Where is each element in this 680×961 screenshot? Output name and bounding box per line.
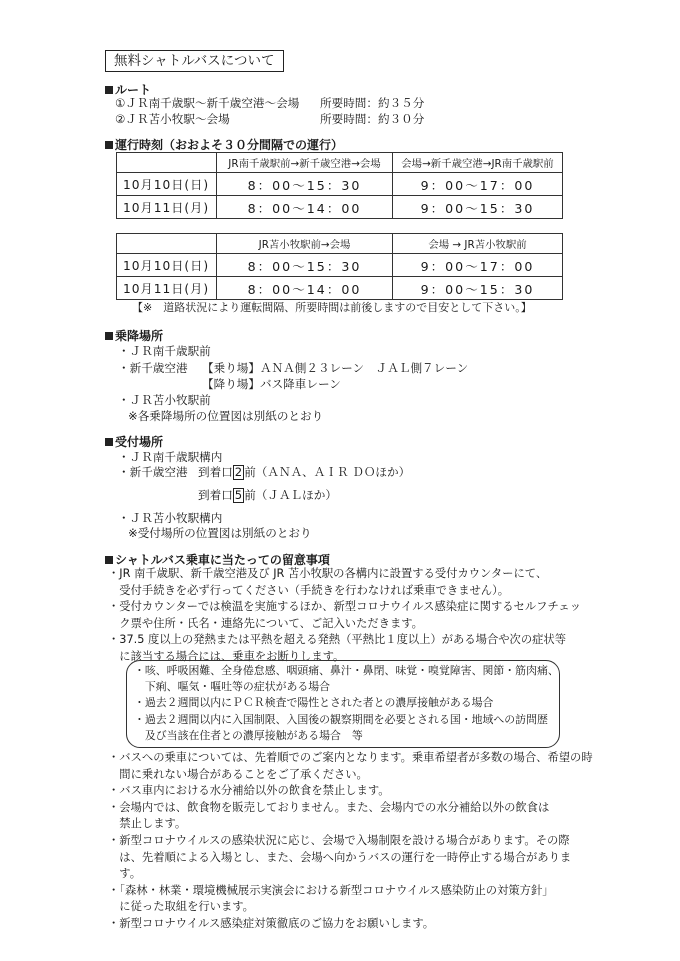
route-heading-text: ルート bbox=[115, 83, 152, 97]
reception-line: ・ＪＲ苫小牧駅構内 bbox=[118, 511, 223, 525]
boarding-line: ・ＪＲ南千歳駅前 bbox=[118, 344, 211, 358]
arrival-gate-number: 2 bbox=[234, 465, 243, 479]
note-line: 禁止します。 bbox=[108, 817, 187, 831]
arrival-prefix: 到着口 bbox=[198, 488, 233, 502]
square-bullet-icon bbox=[105, 86, 113, 94]
note-line: 受付手続きを必ず行ってください（手続きを行わなければ乗車できません）。 bbox=[108, 583, 510, 597]
route-item-2: ②ＪＲ苫小牧駅〜会場 bbox=[115, 112, 230, 126]
symptom-line: ・過去２週間以内にＰＣＲ検査で陽性とされた者との濃厚接触がある場合 bbox=[134, 696, 494, 710]
table-header-row bbox=[117, 153, 563, 173]
note-line: ・新型コロナウイルスの感染状況に応じ、会場で入場制限を設ける場合があります。その際 bbox=[108, 833, 570, 847]
time-cell: 8：00〜14：00 bbox=[217, 196, 393, 219]
boarding-heading bbox=[105, 327, 163, 344]
note-line: ・「森林・林業・環境機械展示実演会における新型コロナウイルス感染防止の対策方針」 bbox=[108, 883, 554, 897]
note-line: ク票や住所・氏名・連絡先について、ご記入いただきます。 bbox=[108, 616, 423, 630]
note-line: 間に乗れない場合があることをご了承ください。 bbox=[108, 767, 368, 781]
note-line: ・37.5 度以上の発熱または平熱を超える発熱（平熱比１度以上）がある場合や次の症状等 bbox=[108, 633, 567, 646]
reception-arrival-2 bbox=[198, 487, 337, 503]
arrival-note: （ＡＮＡ、ＡＩＲ ＤＯほか） bbox=[255, 465, 411, 479]
table-row bbox=[117, 254, 563, 277]
arrival-gate-number: 5 bbox=[234, 488, 243, 502]
time-cell: 9：00〜17：00 bbox=[393, 254, 563, 277]
date-cell: 10月10日(日) bbox=[117, 173, 217, 196]
boarding-note: ※各乗降場所の位置図は別紙のとおり bbox=[128, 409, 324, 423]
boarding-line: 【乗り場】ＡＮＡ側２３レーン ＪＡＬ側７レーン bbox=[202, 361, 469, 375]
arrival-suffix: 前 bbox=[244, 488, 256, 502]
table-row bbox=[117, 277, 563, 300]
arrival-prefix: 到着口 bbox=[198, 465, 233, 479]
boarding-heading-text: 乗降場所 bbox=[115, 329, 164, 343]
time-cell: 9：00〜15：30 bbox=[393, 196, 563, 219]
table-row bbox=[117, 196, 563, 219]
table-corner-cell bbox=[117, 234, 217, 254]
table-corner-cell bbox=[117, 153, 217, 173]
schedule-heading-text: 運行時刻（おおよそ３０分間隔での運行） bbox=[115, 138, 344, 152]
note-line: ・新型コロナウイルス感染症対策徹底のご協力をお願いします。 bbox=[108, 916, 435, 930]
schedule-table-2 bbox=[116, 233, 563, 300]
note-line: ・JR 南千歳駅、新千歳空港及び JR 苫小牧駅の各構内に設置する受付カウンターにて、 bbox=[108, 567, 548, 580]
symptoms-list bbox=[134, 663, 559, 744]
square-bullet-icon bbox=[105, 438, 113, 446]
table-header-cell: JR南千歳駅前→新千歳空港→会場 bbox=[217, 153, 393, 173]
boarding-line: 【降り場】バス降車レーン bbox=[202, 377, 341, 391]
time-cell: 8：00〜15：30 bbox=[217, 254, 393, 277]
square-bullet-icon bbox=[105, 141, 113, 149]
note-line: す。 bbox=[108, 867, 141, 881]
schedule-note: 【※ 道路状況により運転間隔、所要時間は前後しますので目安として下さい。】 bbox=[132, 301, 532, 314]
note-line: ・会場内では、飲食物を販売しておりません。また、会場内での水分補給以外の飲食は bbox=[108, 800, 550, 814]
time-cell: 9：00〜17：00 bbox=[393, 173, 563, 196]
arrival-note: （ＪＡＬほか） bbox=[255, 488, 337, 502]
reception-heading bbox=[105, 433, 163, 450]
route-item-2-time: 所要時間：約３０分 bbox=[320, 112, 425, 126]
schedule-heading bbox=[105, 136, 343, 153]
time-cell: 8：00〜14：00 bbox=[217, 277, 393, 300]
note-line: に該当する場合には、乗車をお断りします。 bbox=[108, 649, 345, 663]
notes-block-1 bbox=[108, 566, 581, 665]
time-cell: 8：00〜15：30 bbox=[217, 173, 393, 196]
date-cell: 10月11日(月) bbox=[117, 196, 217, 219]
route-item-1: ①ＪＲ南千歳駅〜新千歳空港〜会場 bbox=[115, 96, 300, 110]
symptom-line: ・咳、呼吸困難、全身倦怠感、咽頭痛、鼻汁・鼻閉、味覚・嗅覚障害、関節・筋肉痛、 bbox=[134, 664, 559, 677]
table-header-cell: 会場 → JR苫小牧駅前 bbox=[393, 234, 563, 254]
reception-line: ・ＪＲ南千歳駅構内 bbox=[118, 450, 223, 464]
square-bullet-icon bbox=[105, 332, 113, 340]
note-line: ・受付カウンターでは検温を実施するほか、新型コロナウイルス感染症に関するセルフチェッ bbox=[108, 600, 582, 613]
reception-heading-text: 受付場所 bbox=[115, 435, 164, 449]
note-line: に従った取組を行います。 bbox=[108, 900, 254, 914]
arrival-suffix: 前 bbox=[244, 465, 256, 479]
table-header-cell: JR苫小牧駅前→会場 bbox=[217, 234, 393, 254]
date-cell: 10月11日(月) bbox=[117, 277, 217, 300]
time-cell: 9：00〜15：30 bbox=[393, 277, 563, 300]
table-row bbox=[117, 173, 563, 196]
route-item-1-time: 所要時間：約３５分 bbox=[320, 96, 425, 110]
note-line: は、先着順による入場とし、また、会場へ向かうバスの運行を一時停止する場合がありま bbox=[108, 850, 572, 864]
reception-arrival-1 bbox=[198, 464, 410, 480]
table-header-cell: 会場→新千歳空港→JR南千歳駅前 bbox=[393, 153, 563, 173]
reception-note: ※受付場所の位置図は別紙のとおり bbox=[128, 526, 312, 540]
symptom-line: ・過去２週間以内に入国制限、入国後の観察期間を必要とされる国・地域への訪問歴 bbox=[134, 712, 548, 726]
symptom-line: 下痢、嘔気・嘔吐等の症状がある場合 bbox=[134, 680, 331, 694]
date-cell: 10月10日(日) bbox=[117, 254, 217, 277]
square-bullet-icon bbox=[105, 556, 113, 564]
page-title: 無料シャトルバスについて bbox=[105, 50, 284, 72]
notes-block-2 bbox=[108, 750, 593, 933]
boarding-line: ・新千歳空港 bbox=[118, 361, 188, 375]
reception-line: ・新千歳空港 bbox=[118, 465, 188, 479]
note-line: ・バスへの乗車については、先着順でのご案内となります。乗車希望者が多数の場合、希望の時 bbox=[108, 751, 593, 764]
schedule-table-1 bbox=[116, 152, 563, 219]
table-header-row bbox=[117, 234, 563, 254]
notes-heading-text: シャトルバス乗車に当たっての留意事項 bbox=[115, 553, 330, 567]
boarding-line: ・ＪＲ苫小牧駅前 bbox=[118, 393, 211, 407]
note-line: ・バス車内における水分補給以外の飲食を禁止します。 bbox=[108, 784, 390, 798]
symptom-line: 及び当該在住者との濃厚接触がある場合 等 bbox=[134, 728, 363, 742]
